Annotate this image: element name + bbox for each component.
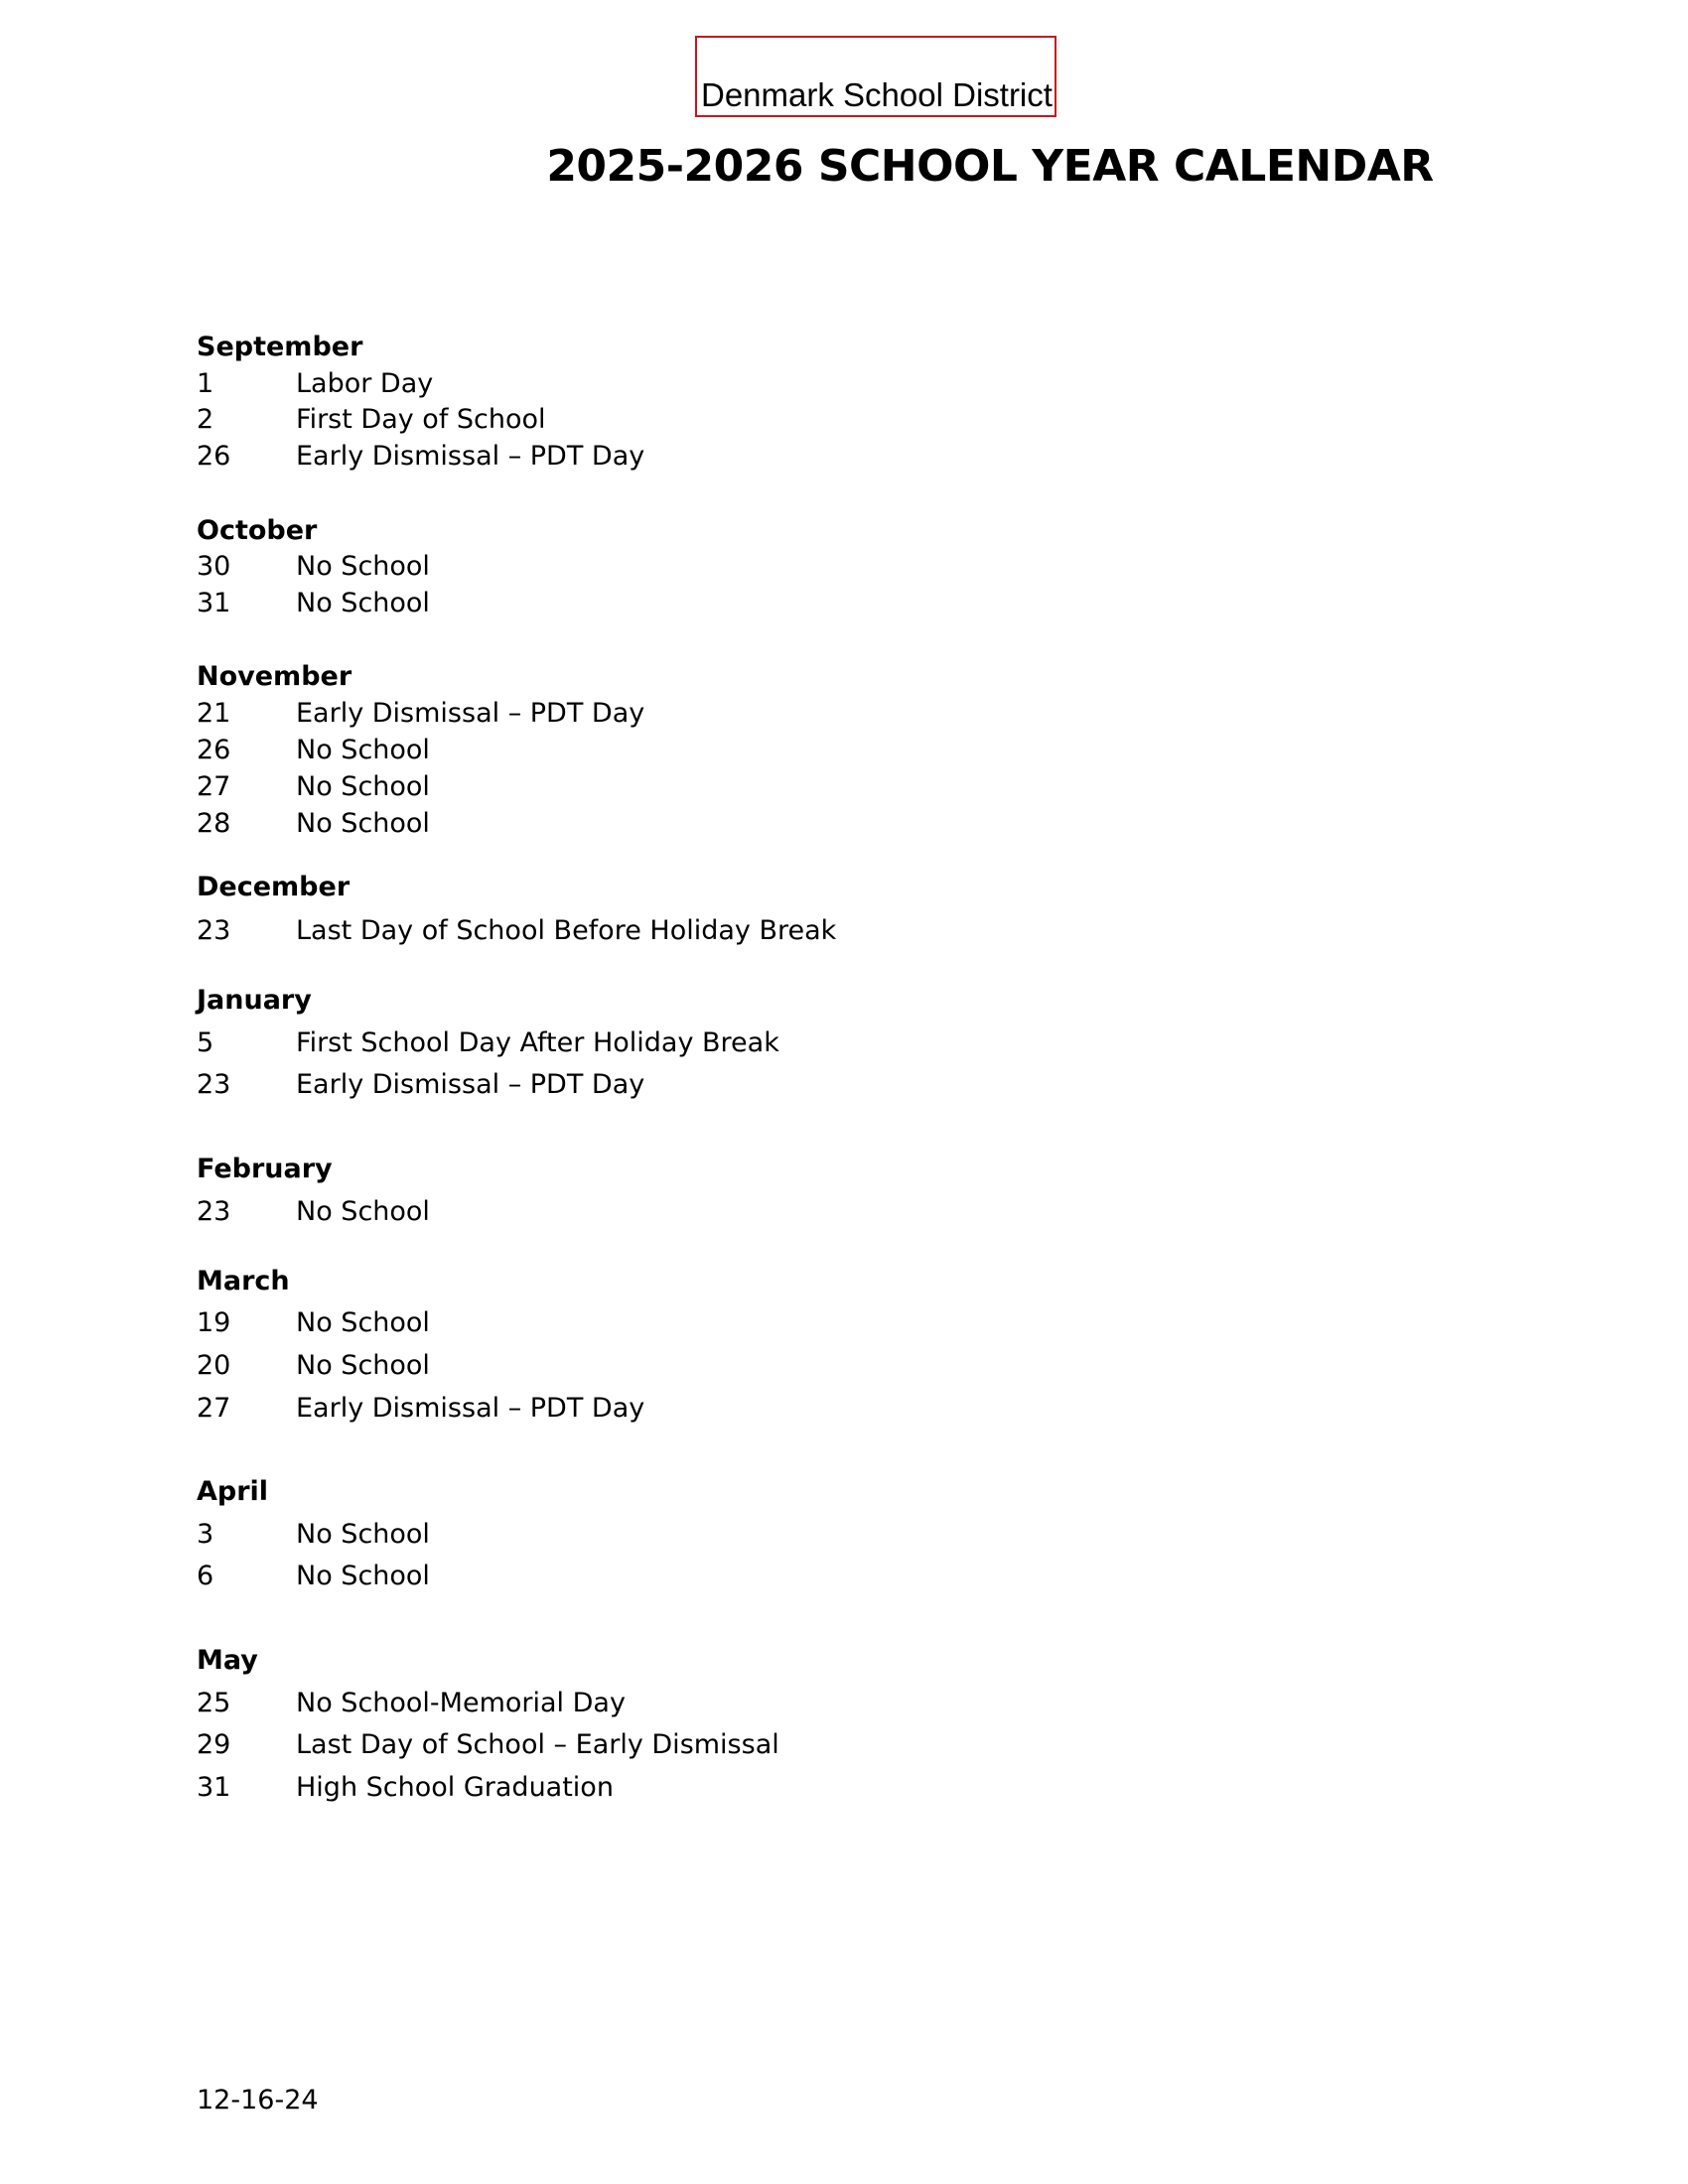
- event-row: [197, 1559, 1388, 1594]
- event-day: 25: [197, 1688, 231, 1718]
- event-row: [197, 549, 1388, 585]
- event-day: 29: [197, 1729, 231, 1760]
- event-day: 5: [197, 1027, 214, 1058]
- event-row: [197, 1025, 1388, 1061]
- month-heading-may: May: [197, 1645, 258, 1676]
- event-day: 20: [197, 1350, 231, 1381]
- event-day: 23: [197, 915, 231, 946]
- event-day: 27: [197, 771, 231, 802]
- event-row: [197, 806, 1388, 842]
- event-label: No School: [296, 808, 430, 839]
- event-day: 3: [197, 1519, 214, 1550]
- month-heading-december: December: [197, 872, 351, 902]
- event-label: No School: [296, 551, 430, 582]
- event-row: [197, 366, 1388, 402]
- district-name: Denmark School District: [701, 76, 1053, 113]
- event-label: No School: [296, 1196, 430, 1227]
- event-row: [197, 439, 1388, 475]
- event-day: 27: [197, 1393, 231, 1424]
- event-row: [197, 1348, 1388, 1384]
- revision-date: 12-16-24: [197, 2085, 319, 2116]
- event-row: [197, 1194, 1388, 1230]
- month-heading-september: September: [197, 332, 363, 362]
- district-name-box: [695, 36, 1056, 117]
- event-label: Last Day of School Before Holiday Break: [296, 915, 837, 946]
- event-day: 26: [197, 735, 231, 765]
- event-day: 23: [197, 1069, 231, 1100]
- event-label: No School: [296, 588, 430, 618]
- event-label: Early Dismissal – PDT Day: [296, 698, 645, 729]
- event-day: 23: [197, 1196, 231, 1227]
- month-heading-october: October: [197, 515, 318, 546]
- event-label: No School-Memorial Day: [296, 1688, 626, 1718]
- event-day: 31: [197, 1772, 231, 1803]
- event-row: [197, 1305, 1388, 1341]
- event-day: 19: [197, 1307, 231, 1338]
- event-day: 31: [197, 588, 231, 618]
- month-heading-april: April: [197, 1476, 269, 1507]
- event-row: [197, 1770, 1388, 1806]
- event-label: No School: [296, 1519, 430, 1550]
- event-day: 1: [197, 368, 214, 399]
- page-title: [0, 139, 1688, 195]
- event-label: Last Day of School – Early Dismissal: [296, 1729, 779, 1760]
- month-heading-november: November: [197, 661, 352, 692]
- event-day: 2: [197, 404, 214, 435]
- event-row: [197, 1686, 1388, 1721]
- event-day: 26: [197, 441, 231, 472]
- event-day: 30: [197, 551, 231, 582]
- event-day: 6: [197, 1561, 214, 1591]
- event-row: [197, 1391, 1388, 1427]
- event-label: No School: [296, 1350, 430, 1381]
- event-row: [197, 586, 1388, 621]
- event-label: Labor Day: [296, 368, 434, 399]
- event-row: [197, 1727, 1388, 1763]
- event-row: [197, 1517, 1388, 1553]
- event-row: [197, 913, 1388, 949]
- event-label: High School Graduation: [296, 1772, 614, 1803]
- event-label: No School: [296, 1307, 430, 1338]
- event-label: First School Day After Holiday Break: [296, 1027, 779, 1058]
- page-title-text: 2025-2026 SCHOOL YEAR CALENDAR: [546, 141, 1434, 192]
- event-label: No School: [296, 1561, 430, 1591]
- event-label: Early Dismissal – PDT Day: [296, 1069, 645, 1100]
- event-row: [197, 1067, 1388, 1103]
- event-day: 28: [197, 808, 231, 839]
- event-label: Early Dismissal – PDT Day: [296, 1393, 645, 1424]
- event-label: First Day of School: [296, 404, 546, 435]
- month-heading-january: January: [197, 985, 312, 1016]
- event-day: 21: [197, 698, 231, 729]
- event-row: [197, 696, 1388, 732]
- event-label: No School: [296, 771, 430, 802]
- event-label: No School: [296, 735, 430, 765]
- event-row: [197, 769, 1388, 805]
- event-row: [197, 402, 1388, 438]
- event-row: [197, 733, 1388, 768]
- month-heading-march: March: [197, 1266, 290, 1297]
- month-heading-february: February: [197, 1154, 333, 1184]
- event-label: Early Dismissal – PDT Day: [296, 441, 645, 472]
